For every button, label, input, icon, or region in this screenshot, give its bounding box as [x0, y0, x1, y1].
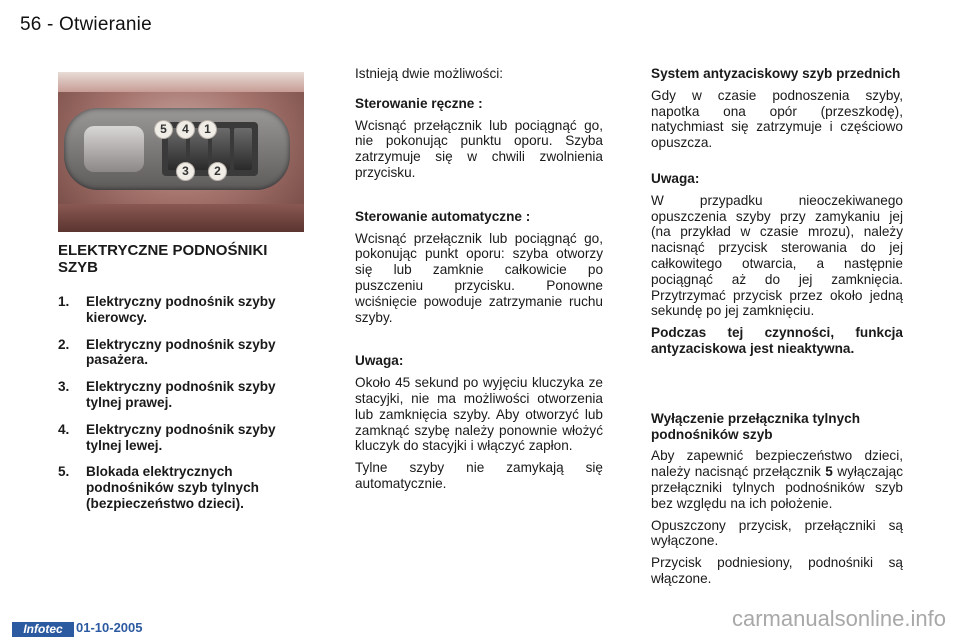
middle-column: [355, 66, 603, 498]
list-item: 4. Elektryczny podnośnik szyby tylnej lewej.: [58, 421, 276, 453]
note-text: W przypadku nieoczekiwanego opuszczenia szyby przy zamykaniu jej (na przykład w czasie mrozu), należy nacisnąć przycisk sterowania do jej całkowitego otwarcia, a następnie pociągnąć aż do jej zamknięcia. Przytrzymać przycisk przez około jedną sekundę po jej zamknięciu.: [651, 192, 903, 319]
door-handle: [84, 126, 144, 172]
callout-5: 5: [154, 120, 173, 139]
section-title: ELEKTRYCZNE PODNOŚNIKI SZYB: [58, 242, 268, 276]
rear-windows-text: Tylne szyby nie zamykają się automatycznie.: [355, 460, 603, 491]
auto-control-text: Wcisnąć przełącznik lub pociągnąć go, pokonując punkt oporu: szyba otworzy się lub zamknie całkowicie po puszczeniu przycisku. Ponowne wciśnięcie powoduje zatrzymanie ruchu szyby.: [355, 230, 603, 325]
infotec-logo: Infotec: [12, 622, 74, 637]
right-column: [651, 66, 903, 593]
door-trim-top: [58, 72, 304, 92]
callout-3: 3: [176, 162, 195, 181]
anti-pinch-text: Gdy w czasie podnoszenia szyby, napotka ona opór (przeszkodę), natychmiast się zatrzymuje i częściowo opuszcza.: [651, 87, 903, 151]
list-item: 5. Blokada elektrycznych podnośników szyb tylnych (bezpieczeństwo dzieci).: [58, 464, 259, 511]
note-title: Uwaga:: [355, 353, 404, 369]
manual-control-text: Wcisnąć przełącznik lub pociągnąć go, nie pokonując punktu oporu. Szyba zatrzymuje się w chwili zwolnienia przycisku.: [355, 117, 603, 180]
raised-text: Przycisk podniesiony, podnośniki są włączone.: [651, 555, 903, 586]
switch-number: 5: [825, 464, 833, 480]
window-switch-photo: [58, 72, 304, 232]
released-text: Opuszczony przycisk, przełączniki są wyłączone.: [651, 517, 903, 549]
watermark: carmanualsonline.info: [731, 606, 946, 631]
page-title: 56 - Otwieranie: [20, 14, 152, 35]
footer-date: 01-10-2005: [76, 620, 143, 635]
callout-4: 4: [176, 120, 195, 139]
callout-1: 1: [198, 120, 217, 139]
disable-text: Aby zapewnić bezpieczeństwo dzieci, należy nacisnąć przełącznik 5 wyłączając przełączniki tylnych podnośników szyb bez względu na ich położenie.: [651, 448, 903, 511]
manual-control-title: Sterowanie ręczne :: [355, 95, 483, 111]
callout-2: 2: [208, 162, 227, 181]
note-text: Około 45 sekund po wyjęciu kluczyka ze stacyjki, nie ma możliwości otworzenia lub zamknięcia szyby. Aby otworzyć lub zamknąć szybę należy ponownie włożyć kluczyk do stacyjki i włączyć zapłon.: [355, 375, 603, 454]
auto-control-title: Sterowanie automatyczne :: [355, 208, 531, 224]
list-item: 3. Elektryczny podnośnik szyby tylnej prawej.: [58, 379, 276, 410]
list-item: 1. Elektryczny podnośnik szyby kierowcy.: [58, 294, 276, 325]
anti-pinch-title: System antyzaciskowy szyb przednich: [651, 66, 901, 81]
switch-2: [234, 128, 252, 170]
list-item: 2. Elektryczny podnośnik szyby pasażera.: [58, 336, 276, 368]
disable-title: Wyłączenie przełącznika tylnych podnośników szyb: [651, 410, 861, 442]
note-title: Uwaga:: [651, 170, 700, 186]
left-column: [58, 72, 304, 523]
switch-panel: [64, 108, 290, 190]
warning-text: Podczas tej czynności, funkcja antyzaciskowa jest nieaktywna.: [651, 325, 903, 356]
component-list: [58, 294, 304, 512]
door-trim-bottom: [58, 204, 304, 232]
intro-text: Istnieją dwie możliwości:: [355, 66, 504, 81]
